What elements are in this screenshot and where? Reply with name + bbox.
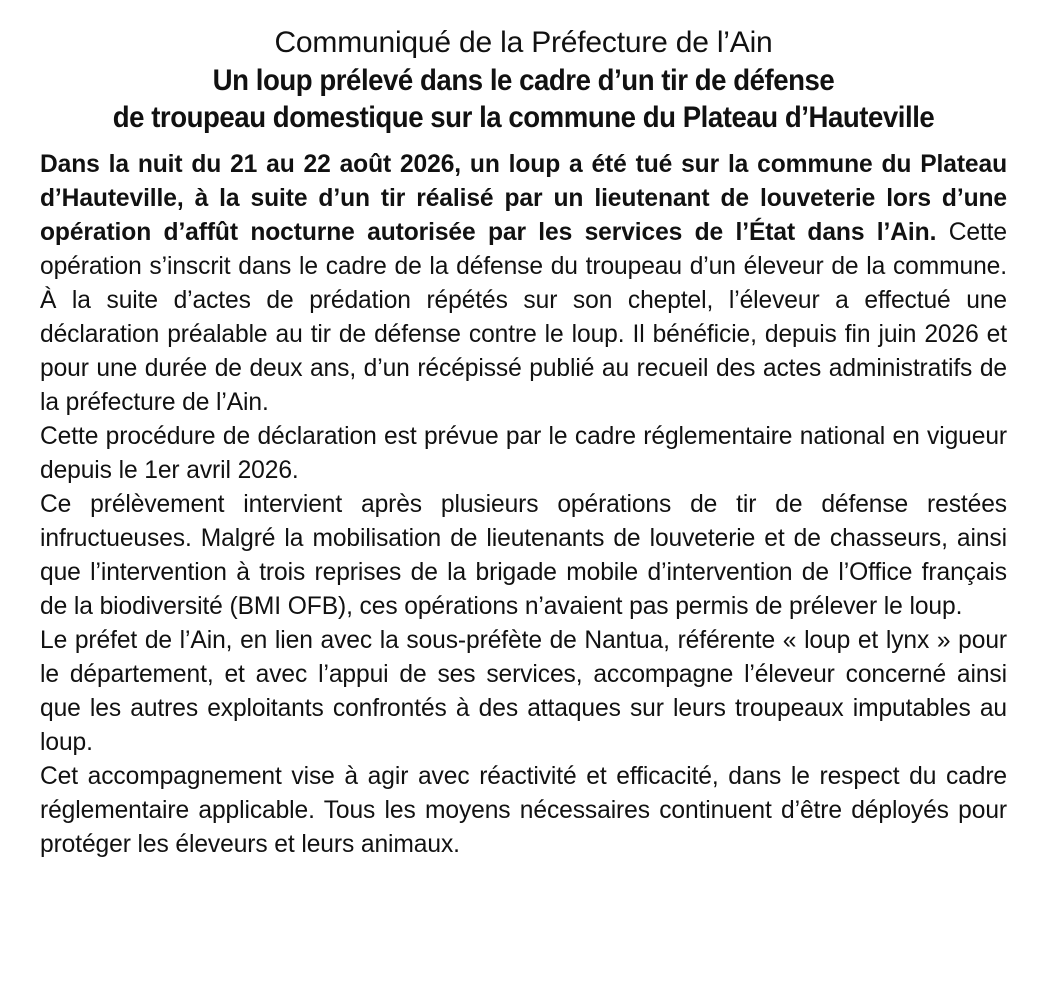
- paragraph-3: Ce prélèvement intervient après plusieurs opérations de tir de défense restées infructueuses. Malgré la mobilisation de lieutenants de louveterie et de chasseurs, ainsi que l’intervention à trois reprises de la brigade mobile d’intervention de l’Office français de la biodiversité (BMI OFB), ces opérations n’avaient pas permis de prélever le loup.: [40, 491, 1007, 620]
- paragraph-4: Le préfet de l’Ain, en lien avec la sous-préfète de Nantua, référente « loup et lynx » pour le département, et avec l’appui de ses services, accompagne l’éleveur concerné ainsi que les autres exploitants confrontés à des attaques sur leurs troupeaux imputables au loup.: [40, 627, 1007, 756]
- paragraph-5: Cet accompagnement vise à agir avec réactivité et efficacité, dans le respect du cadre réglementaire applicable. Tous les moyens nécessaires continuent d’être déployés pour protéger les éleveurs et leurs animaux.: [40, 763, 1007, 858]
- paragraph-2: Cette procédure de déclaration est prévue par le cadre réglementaire national en vigueur depuis le 1er avril 2026.: [40, 423, 1007, 484]
- paragraph-1: [40, 148, 1007, 420]
- paragraph-1-text: Cette opération s’inscrit dans le cadre de la défense du troupeau d’un éleveur de la commune. À la suite d’actes de prédation répétés sur son cheptel, l’éleveur a effectué une déclaration préalable au tir de défense contre le loup. Il bénéficie, depuis fin juin 2026 et pour une durée de deux ans, d’un récépissé publié au recueil des actes administratifs de la préfecture de l’Ain.: [40, 219, 1007, 416]
- release-body: [40, 148, 1007, 862]
- headline-line-2: de troupeau domestique sur la commune du Plateau d’Hauteville: [112, 101, 935, 134]
- paragraph-1-lead: Dans la nuit du 21 au 22 août 2026, un loup a été tué sur la commune du Plateau d’Hauteville, à la suite d’un tir réalisé par un lieutenant de louveterie lors d’une opération d’affût nocturne autorisée par les services de l’État dans l’Ain.: [40, 151, 1007, 246]
- release-kicker: Communiqué de la Préfecture de l’Ain: [274, 26, 773, 59]
- headline-line-1: Un loup prélevé dans le cadre d’un tir de défense: [212, 64, 835, 97]
- press-release-header: [40, 24, 1007, 136]
